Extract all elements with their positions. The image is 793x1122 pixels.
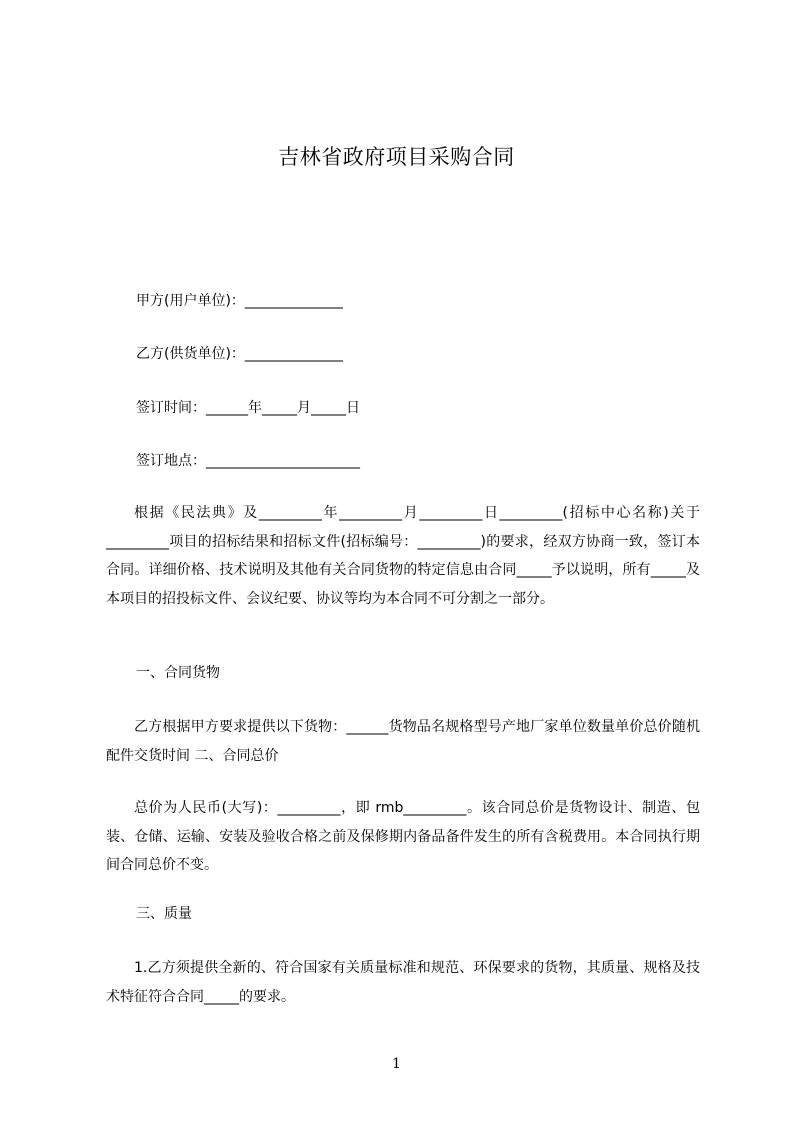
sign-time-field: 签订时间：______年_____月_____日 bbox=[136, 400, 360, 416]
section-3-item-1: 1.乙方须提供全新的、符合国家有关质量标准和规范、环保要求的货物，其质量、规格及技术特征符合合同_____的要求。 bbox=[106, 960, 700, 1005]
section-1-body: 乙方根据甲方要求提供以下货物：______货物品名规格型号产地厂家单位数量单价总价随机配件交货时间 二、合同总价 bbox=[106, 719, 700, 764]
section-2-body: 总价为人民币(大写)：_________，即 rmb_________。该合同总价是货物设计、制造、包装、仓储、运输、安装及验收合格之前及保修期内备品备件发生的所有含税费用。本合同执行期间合同总价不变。 bbox=[106, 800, 700, 873]
party-a-field: 甲方(用户单位)：______________ bbox=[136, 293, 343, 309]
page-title: 吉林省政府项目采购合同 bbox=[278, 145, 515, 169]
section-1-heading: 一、合同货物 bbox=[136, 665, 220, 681]
section-3-heading: 三、质量 bbox=[136, 906, 192, 922]
page-number: 1 bbox=[392, 1056, 401, 1072]
party-b-field: 乙方(供货单位)：______________ bbox=[136, 346, 343, 362]
sign-place-field: 签订地点：______________________ bbox=[136, 453, 360, 469]
preamble-paragraph: 根据《民法典》及_________年_________月_________日_________(招标中心名称)关于_________项目的招标结果和招标文件(招标编号：_________)的要求，经双方协商一致，签订本合同。详细价格、技术说明及其他有关合同货物的特定信息由合同_____予以说明，所有_____及本项目的招投标文件、会议纪要、协议等均为本合同不可分割之一部分。 bbox=[106, 505, 700, 607]
